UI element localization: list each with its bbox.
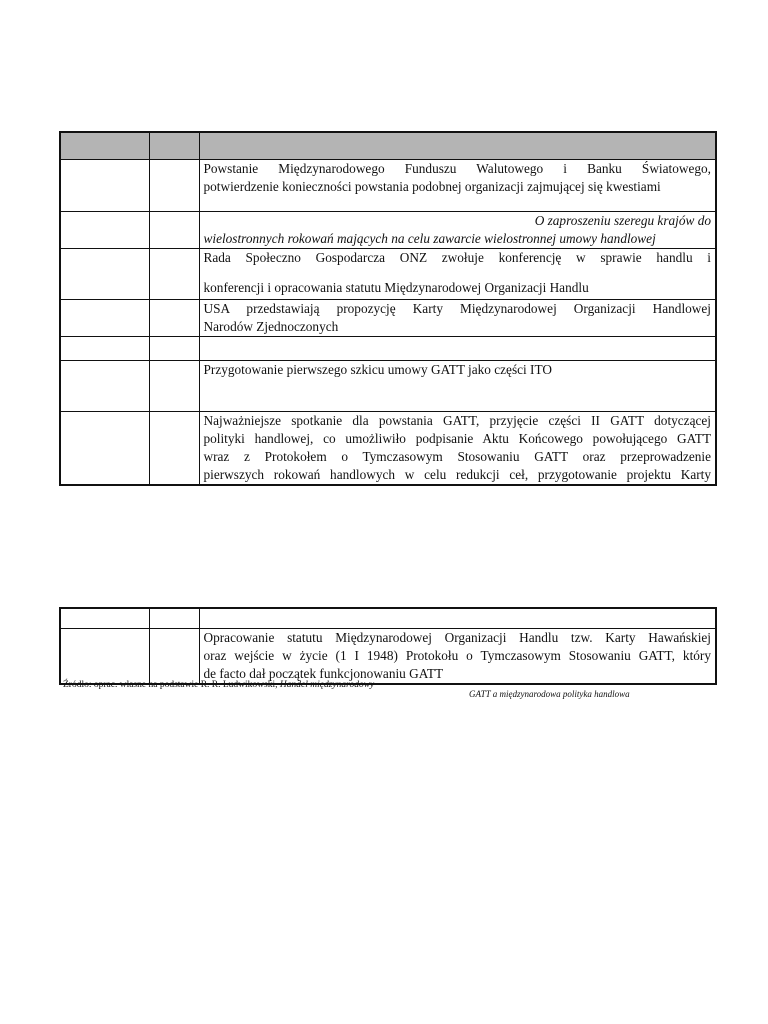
event-cell: Przygotowanie pierwszego szkicu umowy GATT jako części ITO	[199, 360, 716, 411]
event-cell: Opracowanie statutu Międzynarodowej Organizacji Handlu tzw. Karty Hawańskiej oraz wejście w życie (1 I 1948) Protokołu o Tymczasowym Stosowaniu GATT, który de facto dał początek funkcjonowaniu GATT	[199, 628, 716, 684]
event-cell: Najważniejsze spotkanie dla powstania GATT, przyjęcie części II GATT dotyczącej polityki handlowej, co umożliwiło podpisanie Aktu Końcowego powołującego GATT wraz z Protokołem o Tymczasowym Stosowaniu GATT oraz przeprowadzenie pierwszych rokowań handlowych w celu redukcji ceł, przygotowanie projektu Karty	[199, 411, 716, 485]
event-cell: USA przedstawiają propozycję Karty Międzynarodowej Organizacji Handlowej Narodów Zjednoczonych	[199, 299, 716, 336]
table-row	[60, 360, 716, 411]
event-cell: O zaproszeniu szeregu krajów do wielostronnych rokowań mających na celu zawarcie wielostronnej umowy handlowej	[199, 211, 716, 248]
table-header-row	[60, 132, 716, 159]
event-cell: Rada Społeczno Gospodarcza ONZ zwołuje konferencję w sprawie handlu i konferencji i opracowania statutu Międzynarodowej Organizacji Handlu	[199, 248, 716, 299]
header-cell-place	[149, 132, 199, 159]
table-row	[60, 211, 716, 248]
chronology-table	[59, 131, 717, 486]
page-footer: GATT a międzynarodowa polityka handlowa	[469, 689, 630, 699]
source-note: Źródło: oprac. własne na podstawie R. R. Ludwikowski, Handel międzynarodowy	[63, 680, 375, 690]
table-row	[60, 608, 716, 628]
table-row	[60, 628, 716, 684]
chronology-table-continued	[59, 607, 717, 685]
table-row	[60, 159, 716, 211]
table-row	[60, 299, 716, 336]
table-row	[60, 411, 716, 485]
table-row	[60, 336, 716, 360]
event-cell: Powstanie Międzynarodowego Funduszu Walutowego i Banku Światowego, potwierdzenie konieczności powstania podobnej organizacji zajmującej się kwestiami	[199, 159, 716, 211]
table-row	[60, 248, 716, 299]
header-cell-date	[60, 132, 149, 159]
header-cell-event	[199, 132, 716, 159]
